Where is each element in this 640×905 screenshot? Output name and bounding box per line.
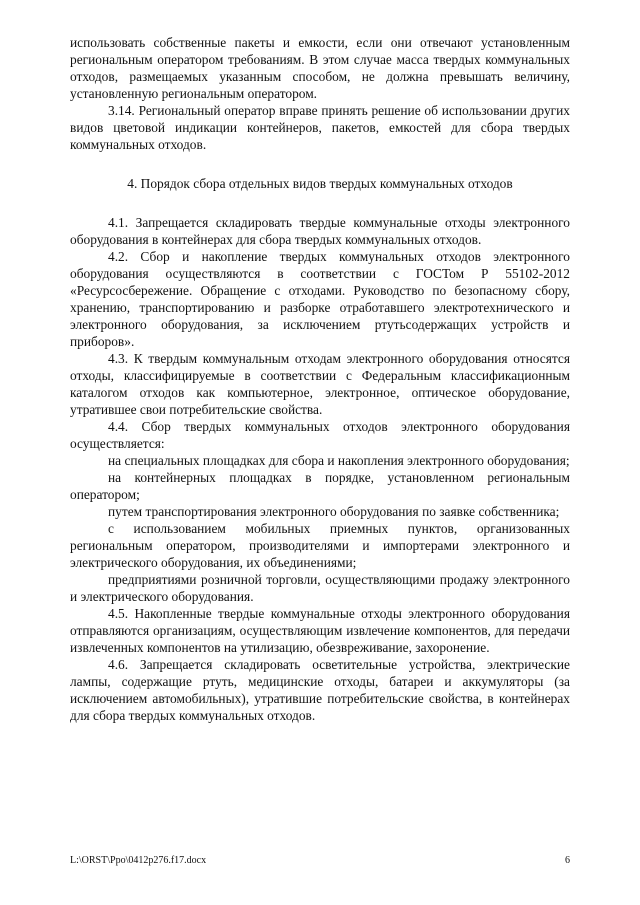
list-item-retail: предприятиями розничной торговли, осуществляющими продажу электронного и электрического оборудования. xyxy=(70,572,570,604)
file-path: L:\ORST\Ppo\0412p276.f17.docx xyxy=(70,855,207,866)
paragraph-4-4: 4.4. Сбор твердых коммунальных отходов электронного оборудования осуществляется: xyxy=(70,419,570,451)
paragraph-4-6: 4.6. Запрещается складировать осветительные устройства, электрические лампы, содержащие ртуть, медицинские отходы, батареи и аккумуляторы (за исключением автомобильных), утратившие потребительские свойства, в контейнерах для сбора твердых коммунальных отходов. xyxy=(70,657,570,723)
paragraph-continuation: использовать собственные пакеты и емкости, если они отвечают установленным региональным оператором требованиям. В этом случае масса твердых коммунальных отходов, размещаемых указанным способом, не должна превышать величину, установленную региональным оператором. xyxy=(70,35,570,101)
paragraph-3-14: 3.14. Региональный оператор вправе принять решение об использовании других видов цветовой индикации контейнеров, пакетов, емкостей для сбора твердых коммунальных отходов. xyxy=(70,103,570,152)
list-item-transport: путем транспортирования электронного оборудования по заявке собственника; xyxy=(108,504,560,519)
list-item-mobile-points: с использованием мобильных приемных пунктов, организованных региональным оператором, производителями и импортерами электронного и электрического оборудования, их объединениями; xyxy=(70,521,570,570)
list-item-container-sites: на контейнерных площадках в порядке, установленном региональным оператором; xyxy=(70,470,570,502)
page-footer xyxy=(70,855,570,866)
page-number: 6 xyxy=(565,855,570,866)
document-body xyxy=(70,34,570,724)
paragraph-4-3: 4.3. К твердым коммунальным отходам электронного оборудования относятся отходы, классифицируемые в соответствии с Федеральным классификационным каталогом отходов как компьютерное, электронное, оптическое оборудование, утратившее свои потребительские свойства. xyxy=(70,351,570,417)
list-item-special-sites: на специальных площадках для сбора и накопления электронного оборудования; xyxy=(108,453,570,468)
paragraph-4-1: 4.1. Запрещается складировать твердые коммунальные отходы электронного оборудования в контейнерах для сбора твердых коммунальных отходов. xyxy=(70,215,570,247)
paragraph-4-2: 4.2. Сбор и накопление твердых коммунальных отходов электронного оборудования осуществляются в соответствии с ГОСТом Р 55102-2012 «Ресурсосбережение. Обращение с отходами. Руководство по безопасному сбору, хранению, транспортированию и разборке отработавшего электротехнического и электронного оборудования, за исключением ртутьсодержащих устройств и приборов». xyxy=(70,249,570,349)
paragraph-4-5: 4.5. Накопленные твердые коммунальные отходы электронного оборудования отправляются организациям, осуществляющим извлечение компонентов, для передачи извлеченных компонентов на утилизацию, обезвреживание, захоронение. xyxy=(70,606,570,655)
section-heading: 4. Порядок сбора отдельных видов твердых коммунальных отходов xyxy=(127,176,513,191)
